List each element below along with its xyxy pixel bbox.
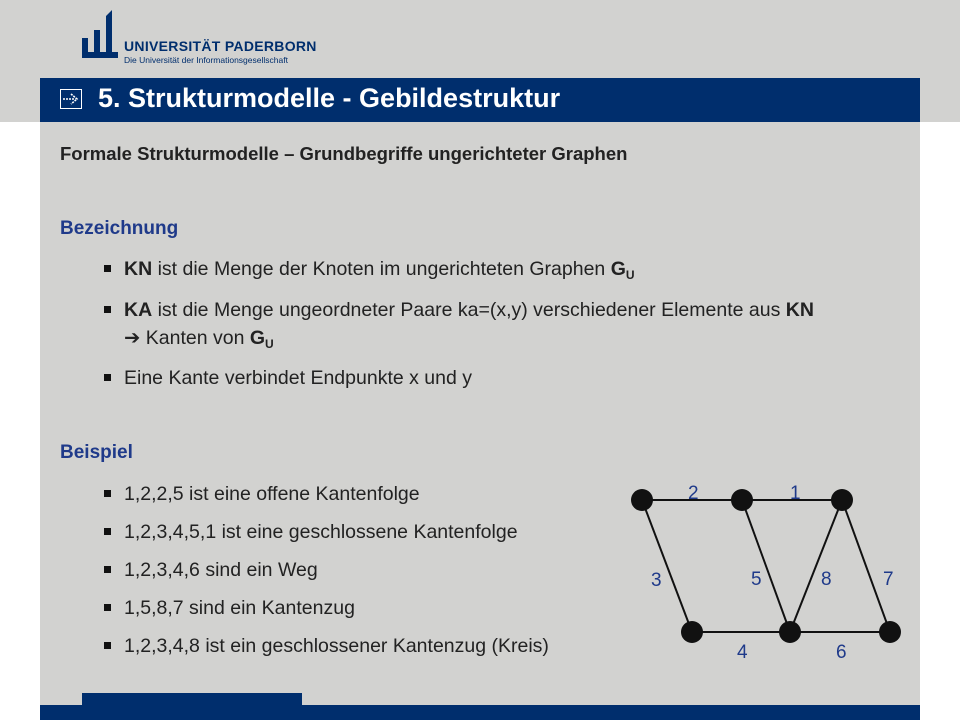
graph-node [731,489,753,511]
section-heading-bezeichnung: Bezeichnung [60,218,179,239]
slide-subtitle: Formale Strukturmodelle – Grundbegriffe ungerichteter Graphen [60,143,628,164]
edge-label: 8 [821,569,832,590]
example-graph [600,460,920,680]
edge-label: 6 [836,642,847,663]
graph-node [631,489,653,511]
university-logo [80,8,320,68]
bullet-square-icon [104,642,111,649]
edge-label: 4 [737,642,748,663]
graph-edge [742,500,790,632]
graph-node [831,489,853,511]
bullet-square-icon [104,604,111,611]
logo-name: UNIVERSITÄT PADERBORN [124,38,317,54]
section-heading-beispiel: Beispiel [60,442,133,463]
graph-edge [842,500,890,632]
footer-accent [82,693,302,705]
logo-tagline: Die Universität der Informationsgesellschaft [124,55,288,65]
graph-node [779,621,801,643]
edge-label: 2 [688,483,699,504]
graph-edge [642,500,692,632]
graph-node [681,621,703,643]
bullet-square-icon [104,566,111,573]
edge-label: 1 [790,483,801,504]
edge-label: 7 [883,569,894,590]
edge-label: 5 [751,569,762,590]
bullet-square-icon [104,374,111,381]
edge-label: 3 [651,570,662,591]
arrow-right-icon [60,89,82,109]
bullet-square-icon [104,490,111,497]
bullet-square-icon [104,528,111,535]
slide-title: 5. Strukturmodelle - Gebildestruktur [98,83,561,113]
left-margin [0,122,40,720]
footer-bar [40,705,920,720]
graph-node [879,621,901,643]
university-logo-icon [80,8,120,60]
right-margin [920,122,960,720]
arrow-icon: ➔ [124,327,141,349]
title-bar [40,78,920,122]
graph-edge [790,500,842,632]
bullet-square-icon [104,265,111,272]
bullet-square-icon [104,306,111,313]
